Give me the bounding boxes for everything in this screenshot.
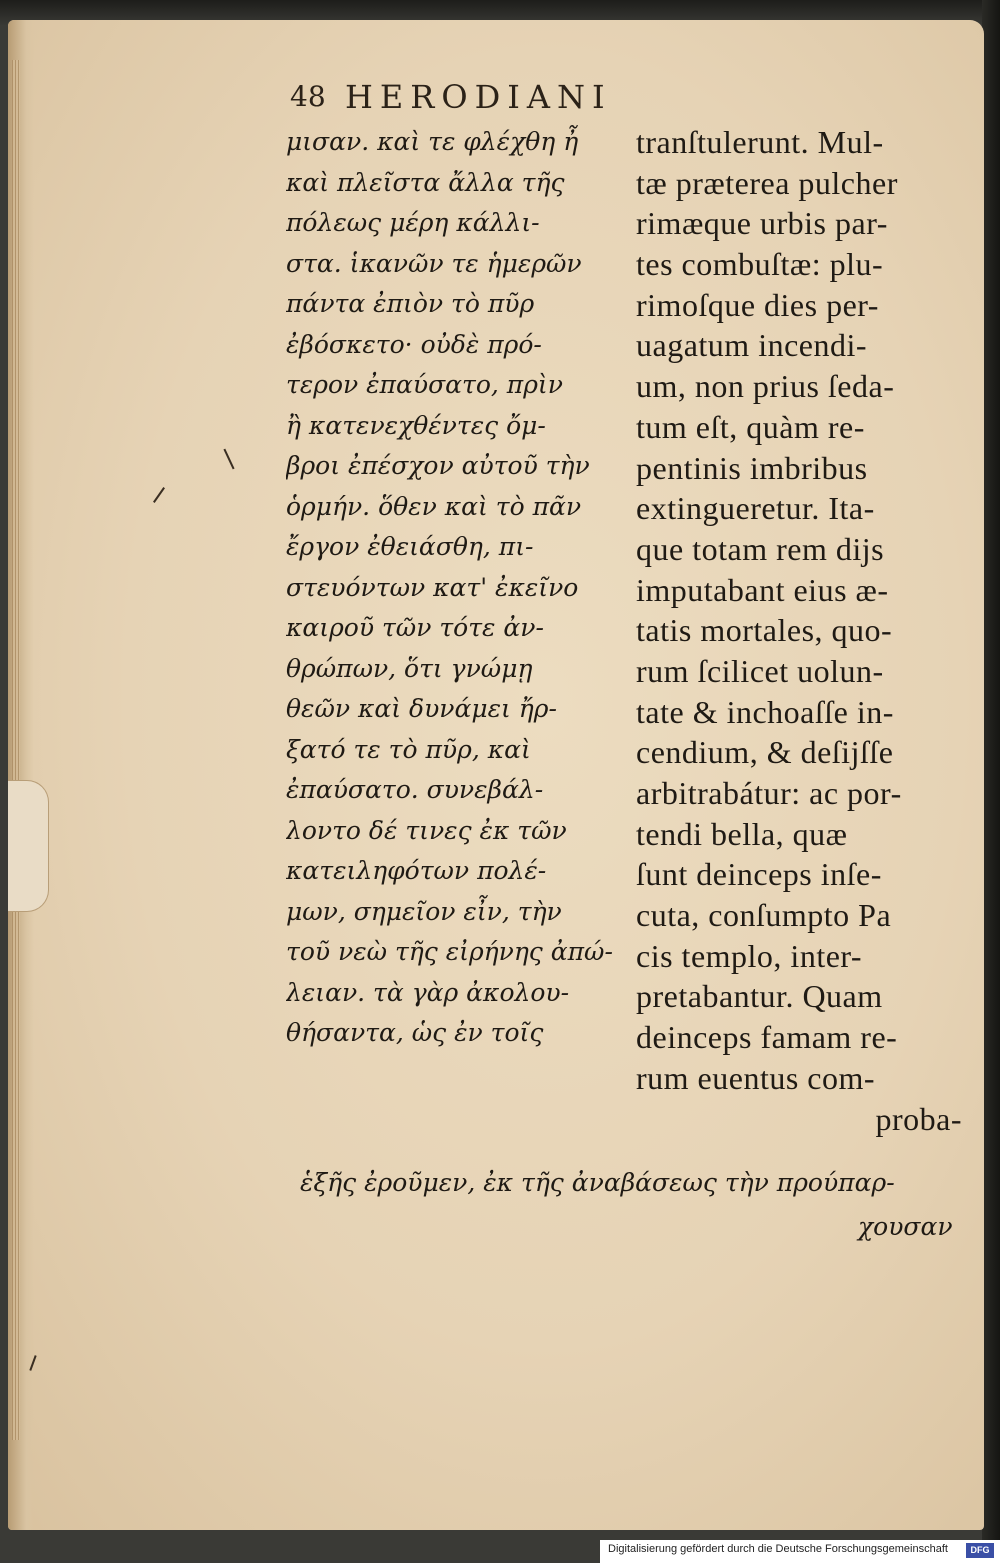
latin-line: tendi bella, quæ (636, 815, 848, 852)
latin-line: tum eſt, quàm re- (636, 408, 865, 445)
greek-line: πάντα ἐπιὸν τὸ πῦρ (286, 289, 535, 318)
page-tab-marker (8, 780, 49, 912)
greek-line: ὁρμήν. ὅθεν καὶ τὸ πᾶν (286, 491, 582, 521)
latin-line: rum euentus com- (636, 1059, 876, 1096)
greek-line: θρώπων, ὅτι γνώμῃ (286, 653, 533, 683)
greek-line: πόλεως μέρη κάλλι- (286, 208, 540, 237)
latin-line: extingueretur. Ita- (636, 490, 875, 527)
latin-line: deinceps famam re- (636, 1019, 898, 1056)
greek-line: θεῶν καὶ δυνάμει ἤρ- (286, 694, 557, 723)
greek-line: θήσαντα, ὡς ἐν τοῖς (286, 1018, 544, 1047)
latin-line: tate & inchoaſſe in- (636, 693, 894, 730)
latin-line: rum ſcilicet uolun- (636, 652, 884, 689)
greek-line: μισαν. καὶ τε φλέχθη ἦ (286, 127, 579, 156)
latin-line: cendium, & deſijſſe (636, 734, 894, 771)
greek-line: ξατό τε τὸ πῦρ, καὶ (286, 734, 531, 764)
greek-line: λοντο δέ τινες ἐκ τῶν (286, 815, 567, 845)
latin-text-column (636, 122, 962, 1139)
latin-line: cuta, conſumpto Pa (636, 897, 892, 934)
greek-line: ἢ κατενεχθέντες ὄμ- (286, 410, 546, 440)
greek-bottom-line: ἑξῆς ἐροῦμεν, ἐκ τῆς ἀναβάσεως τὴν προύπαρ- (300, 1168, 895, 1197)
latin-line: imputabant eius æ- (636, 571, 889, 608)
greek-line: τερον ἐπαύσατο, πρὶν (286, 370, 563, 399)
greek-line: στευόντων κατ' ἐκεῖνο (286, 572, 579, 602)
footer-credit: Digitalisierung gefördert durch die Deutsche Forschungsgemeinschaft (608, 1543, 948, 1555)
greek-line: λειαν. τὰ γὰρ ἀκολου- (286, 977, 570, 1007)
greek-line: κατειληφότων πολέ- (286, 856, 547, 885)
greek-line: μων, σημεῖον εἶν, τὴν (286, 896, 562, 926)
latin-line: rimoſque dies per- (636, 286, 879, 323)
greek-line: καιροῦ τῶν τότε ἀν- (286, 613, 544, 642)
greek-line: βροι ἐπέσχον αὐτοῦ τὴν (286, 451, 590, 480)
latin-line: tranſtulerunt. Mul- (636, 124, 884, 160)
scan-background-right (982, 0, 1000, 1563)
latin-line: um, non prius ſeda- (636, 368, 895, 405)
latin-line: cis templo, inter- (636, 937, 863, 974)
greek-line: τοῦ νεὼ τῆς εἰρήνης ἀπώ- (286, 937, 613, 966)
latin-line: tæ præterea pulcher (636, 164, 898, 201)
greek-line: καὶ πλεῖστα ἄλλα τῆς (286, 167, 565, 197)
greek-line: ἐπαύσατο. συνεβάλ- (286, 775, 544, 804)
greek-line: ἔργον ἐθειάσθη, πι- (286, 532, 534, 561)
greek-text-column (286, 122, 631, 1054)
latin-line: rimæque urbis par- (636, 205, 888, 242)
latin-line: pretabantur. Quam (636, 978, 883, 1015)
page-number: 48 (290, 80, 326, 113)
greek-line: ἐβόσκετο· οὐδὲ πρό- (286, 329, 542, 359)
greek-line: στα. ἱκανῶν τε ἡμερῶν (286, 248, 582, 278)
latin-line: ſunt deinceps inſe- (636, 856, 882, 893)
latin-line: tes combuſtæ: plu- (636, 246, 884, 283)
latin-catchword: proba- (875, 1100, 962, 1137)
dfg-logo: DFG (966, 1543, 994, 1558)
latin-line: que totam rem dijs (636, 530, 885, 567)
latin-line: pentinis imbribus (636, 449, 868, 486)
running-head: HERODIANI (345, 78, 612, 116)
latin-line: tatis mortales, quo- (636, 612, 893, 649)
page-stack-edge (12, 60, 20, 1440)
greek-catchword: χουσαν (858, 1212, 953, 1241)
latin-line: arbitrabátur: ac por- (636, 775, 902, 811)
latin-line: uagatum incendi- (636, 327, 868, 364)
